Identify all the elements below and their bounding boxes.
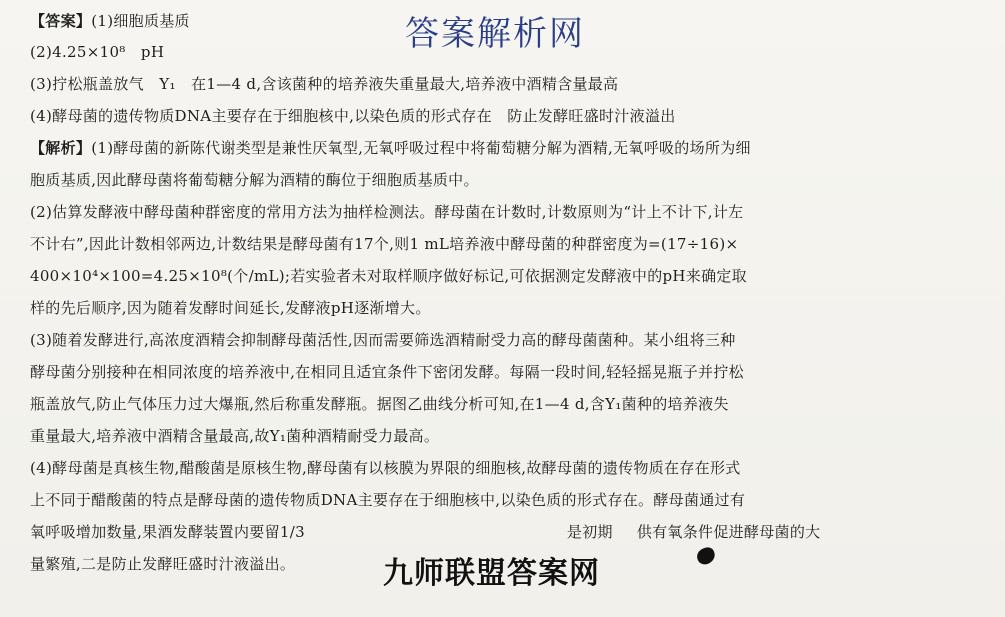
answer-line-3: (3)拧松瓶盖放气 Y₁ 在1—4 d,含该菌种的培养液失重量最大,培养液中酒精含量最高 — [30, 75, 619, 93]
analysis-text-13-end: 供有氧条件促进酵母菌的大 — [636, 523, 821, 541]
analysis-line-8: 酵母菌分别接种在相同浓度的培养液中,在相同且适宜条件下密闭发酵。每隔一段时间,轻轻摇晃瓶子并拧松 — [30, 363, 744, 381]
analysis-text-1: (1)酵母菌的新陈代谢类型是兼性厌氧型,无氧呼吸过程中将葡萄糖分解为酒精,无氧呼吸的场所为细 — [91, 139, 751, 157]
watermark-top: 答案解析网 — [405, 14, 585, 54]
answer-line-2: (2)4.25×10⁸ pH — [30, 43, 165, 61]
analysis-line-3: (2)估算发酵液中酵母菌种群密度的常用方法为抽样检测法。酵母菌在计数时,计数原则为“计上不计下,计左 — [30, 203, 744, 221]
analysis-line-2: 胞质基质,因此酵母菌将葡萄糖分解为酒精的酶位于细胞质基质中。 — [30, 171, 479, 189]
analysis-line-11: (4)酵母菌是真核生物,醋酸菌是原核生物,酵母菌有以核膜为界限的细胞核,故酵母菌的遗传物质在存在形式 — [30, 459, 741, 477]
analysis-line-9: 瓶盖放气,防止气体压力过大爆瓶,然后称重发酵瓶。据图乙曲线分析可知,在1—4 d,含Y₁菌种的培养液失 — [30, 395, 729, 413]
analysis-line-5: 400×10⁴×100=4.25×10⁸(个/mL);若实验者未对取样顺序做好标记,可依据测定发酵液中的pH来确定取 — [30, 267, 747, 285]
analysis-line-7: (3)随着发酵进行,高浓度酒精会抑制酵母菌活性,因而需要筛选酒精耐受力高的酵母菌菌种。某小组将三种 — [30, 331, 736, 349]
analysis-text-13-tail: 是初期 — [566, 523, 613, 541]
analysis-line-14: 量繁殖,二是防止发酵旺盛时汁液溢出。 — [30, 555, 296, 573]
analysis-line-1 — [30, 132, 980, 164]
answer-text-1: (1)细胞质基质 — [91, 12, 190, 30]
analysis-tag: 【解析】 — [30, 139, 92, 157]
analysis-line-13 — [30, 516, 980, 548]
analysis-line-4: 不计右”,因此计数相邻两边,计数结果是酵母菌有17个,则1 mL培养液中酵母菌的种群密度为=(17÷16)× — [30, 235, 739, 253]
analysis-line-12: 上不同于醋酸菌的特点是酵母菌的遗传物质DNA主要存在于细胞核中,以染色质的形式存在。酵母菌通过有 — [30, 491, 746, 509]
answer-tag: 【答案】 — [30, 12, 92, 30]
answer-content — [30, 6, 980, 580]
answer-line-4: (4)酵母菌的遗传物质DNA主要存在于细胞核中,以染色质的形式存在 防止发酵旺盛时汁液溢出 — [30, 107, 676, 125]
analysis-line-6: 样的先后顺序,因为随着发酵时间延长,发酵液pH逐渐增大。 — [30, 299, 431, 317]
watermark-bottom: 九师联盟答案网 — [383, 556, 600, 591]
analysis-text-13: 氧呼吸增加数量,果酒发酵装置内要留1/3 — [30, 523, 305, 541]
analysis-line-10: 重量最大,培养液中酒精含量最高,故Y₁菌种酒精耐受力最高。 — [30, 427, 440, 445]
